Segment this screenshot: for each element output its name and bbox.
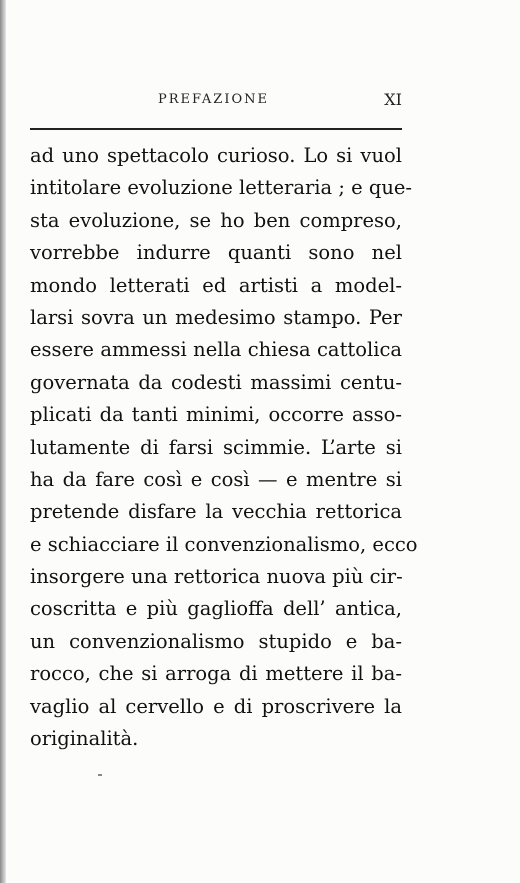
text-line: ha da fare così e così — e mentre si [30,467,402,491]
page-header [158,92,402,112]
text-line: un convenzionalismo stupido e ba- [30,629,402,653]
text-line: governata da codesti massimi centu- [30,370,402,394]
page-number: XI [384,90,402,109]
page-spine-shadow [0,0,6,883]
text-line: vaglio al cervello e di proscrivere la [30,694,402,718]
running-title: PREFAZIONE [158,92,269,107]
text-line: ad uno spettacolo curioso. Lo si vuol [30,144,402,167]
text-line: plicati da tanti minimi, occorre asso- [30,403,402,427]
body-paragraph [30,140,418,755]
text-line: essere ammessi nella chiesa cattolica [30,338,402,362]
text-line: mondo letterati ed artisti a model- [30,273,402,297]
text-line: vorrebbe indurre quanti sono nel [30,241,402,265]
text-line: intitolare evoluzione letteraria ; e que- [30,176,413,200]
header-rule [30,128,402,130]
text-line: rocco, che si arroga di mettere il ba- [30,662,402,686]
text-line-last: originalità. [30,727,139,751]
text-line: coscritta e più gaglioffa dell’ antica, [30,597,402,621]
text-line: larsi sovra un medesimo stampo. Per [30,305,402,329]
text-line: pretende disfare la vecchia rettorica [30,500,402,524]
text-line: insorgere una rettorica nuova più cir- [30,565,403,589]
text-line: sta evoluzione, se ho ben compreso, [30,208,402,232]
text-line: lutamente di farsi scimmie. L’arte si [30,435,402,459]
text-line: e schiacciare il convenzionalismo, ecco [30,532,418,556]
print-mark [98,774,102,776]
